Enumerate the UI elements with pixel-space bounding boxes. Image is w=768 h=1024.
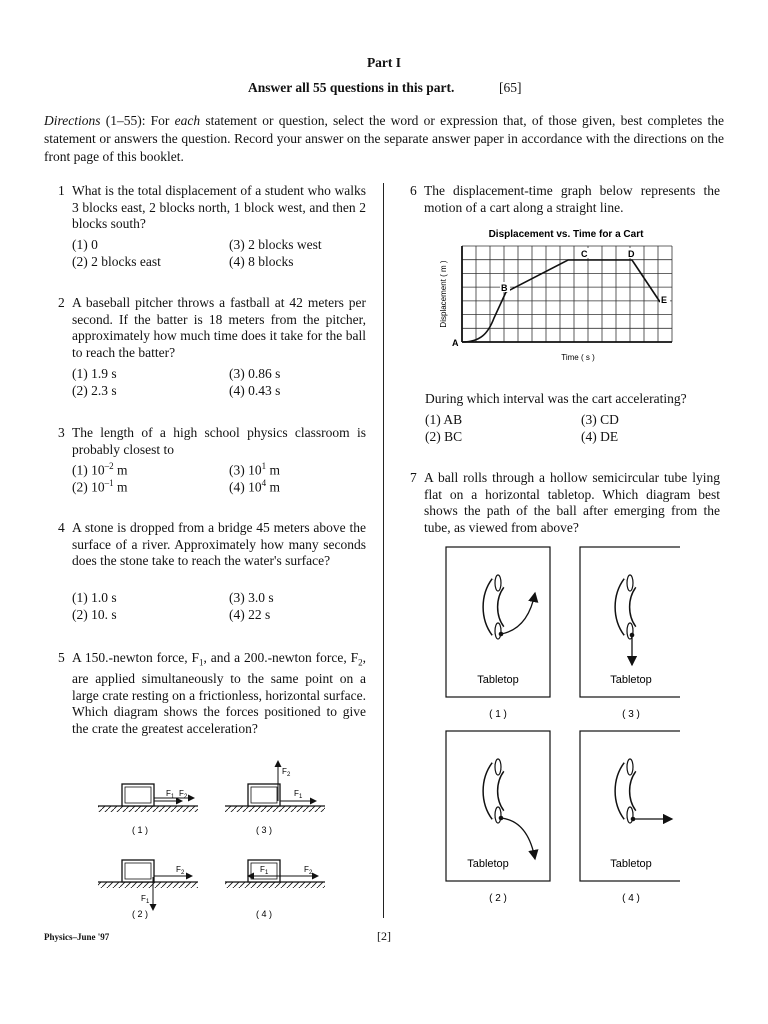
question-text: The length of a high school physics classroom is probably closest to (72, 425, 366, 457)
graph-xlabel: Time ( s ) (561, 353, 595, 362)
directions (44, 112, 724, 166)
q7-label-3: ( 3 ) (622, 709, 640, 720)
point-b: B (501, 283, 508, 293)
column-divider (383, 183, 384, 918)
question-text: What is the total displacement of a student who walks 3 blocks east, 2 blocks north, 1 block west, and then 2 blocks south? (72, 183, 366, 231)
q5-label-2: ( 2 ) (132, 909, 149, 919)
directions-text: statement or question, select the word or expression that, of those given, best completes the statement or answers the question. Record your answer on the separate answer paper in accordance with the directions on the front page of this booklet. (44, 113, 724, 164)
svg-text:2: 2 (184, 794, 188, 800)
svg-text:1: 1 (265, 870, 269, 876)
q6-question: During which interval was the cart accelerating? (425, 391, 687, 406)
page-number: [2] (377, 929, 391, 943)
q7-diagrams (440, 545, 680, 905)
q5-text-b: , and a 200.-newton force, F (203, 650, 359, 665)
graph-ylabel: Displacement ( m ) (439, 260, 448, 328)
option-base: (2) 10 (72, 479, 105, 495)
q7-diagram-3[interactable] (580, 547, 680, 720)
option-unit: m (266, 462, 281, 478)
directions-label: Directions (44, 113, 101, 128)
point-a: A (452, 338, 459, 348)
directions-each: each (174, 113, 201, 128)
footer-exam: Physics–June '97 (44, 932, 110, 942)
q5-sub-1: 1 (199, 657, 204, 668)
directions-range: (1–55): For (100, 113, 175, 128)
question-text: The displacement-time graph below represents the motion of a cart along a straight line. (424, 183, 720, 215)
question-5 (58, 650, 366, 737)
q4-option-2[interactable]: (2) 10. s (72, 607, 117, 622)
svg-text:F: F (166, 789, 171, 798)
q1-option-4[interactable]: (4) 8 blocks (229, 254, 294, 269)
point-c: C (581, 249, 588, 259)
q6-option-2[interactable]: (2) BC (425, 429, 463, 444)
svg-text:1: 1 (171, 794, 175, 800)
option-base: (3) 10 (229, 462, 262, 478)
question-3 (58, 425, 366, 458)
q1-option-1[interactable]: (1) 0 (72, 237, 98, 252)
q4-option-3[interactable]: (3) 3.0 s (229, 590, 274, 605)
q1-option-2[interactable]: (2) 2 blocks east (72, 254, 161, 269)
q4-option-1[interactable]: (1) 1.0 s (72, 590, 117, 605)
svg-text:F: F (294, 789, 299, 798)
option-base: (1) 10 (72, 462, 105, 478)
q7-diagram-2[interactable] (446, 731, 550, 904)
q3-option-4[interactable] (229, 478, 280, 496)
tabletop-label-1: Tabletop (477, 674, 519, 686)
q2-option-1[interactable]: (1) 1.9 s (72, 366, 117, 381)
q1-option-3[interactable]: (3) 2 blocks west (229, 237, 322, 252)
q2-option-2[interactable]: (2) 2.3 s (72, 383, 117, 398)
question-1 (58, 183, 366, 233)
q5-label-4: ( 4 ) (256, 909, 273, 919)
tabletop-label-2: Tabletop (467, 858, 509, 870)
q5-diagram-1[interactable] (98, 784, 198, 835)
question-number: 7 (410, 470, 417, 485)
q7-label-2: ( 2 ) (489, 893, 507, 904)
q7-label-4: ( 4 ) (622, 893, 640, 904)
graph-title: Displacement vs. Time for a Cart (488, 229, 644, 240)
option-exponent: –2 (104, 461, 114, 471)
svg-text:2: 2 (309, 870, 313, 876)
option-exponent: 4 (261, 478, 267, 488)
point-d: D (628, 249, 635, 259)
svg-text:F: F (179, 789, 184, 798)
option-exponent: 1 (261, 461, 267, 471)
question-number: 2 (58, 295, 65, 310)
q5-label-3: ( 3 ) (256, 825, 273, 835)
q7-diagram-4[interactable] (580, 731, 680, 904)
q5-text-a: A 150.-newton force, F (72, 650, 200, 665)
question-text: A ball rolls through a hollow semicircular tube lying flat on a horizontal tabletop. Which diagram best shows the path of the ball after emerging from the tube, as viewed from above? (424, 470, 720, 535)
q3-option-2[interactable] (72, 478, 128, 496)
question-number: 4 (58, 520, 65, 535)
svg-text:1: 1 (299, 794, 303, 800)
q5-label-1: ( 1 ) (132, 825, 149, 835)
svg-text:F: F (141, 894, 146, 903)
svg-text:F: F (176, 865, 181, 874)
question-number: 3 (58, 425, 65, 440)
question-4 (58, 520, 366, 570)
question-2 (58, 295, 366, 361)
svg-text:F: F (304, 865, 309, 874)
option-unit: m (266, 479, 281, 495)
q6-option-4[interactable]: (4) DE (581, 429, 619, 444)
part-title: Part I (366, 55, 402, 70)
q3-option-3[interactable] (229, 461, 280, 479)
question-text: A stone is dropped from a bridge 45 meters above the surface of a river. Approximately how many seconds does the stone take to reach the water's surface? (72, 520, 366, 568)
points-value: [65] (499, 80, 522, 95)
question-text: A baseball pitcher throws a fastball at 42 meters per second. If the batter is 18 meters from the pitcher, approximately how much time does it take for the ball to reach the batter? (72, 295, 366, 360)
q4-option-4[interactable]: (4) 22 s (229, 607, 271, 622)
svg-text:2: 2 (287, 772, 291, 778)
tabletop-label-3: Tabletop (610, 674, 652, 686)
question-number: 5 (58, 650, 65, 665)
q5-diagram-3[interactable] (225, 761, 325, 835)
question-text (72, 650, 366, 737)
option-unit: m (113, 462, 128, 478)
option-base: (4) 10 (229, 479, 262, 495)
q5-sub-2: 2 (358, 657, 363, 668)
question-7 (410, 470, 720, 536)
tabletop-label-4: Tabletop (610, 858, 652, 870)
q6-option-3[interactable]: (3) CD (581, 412, 619, 427)
q2-option-4[interactable]: (4) 0.43 s (229, 383, 281, 398)
q5-diagram-4[interactable] (225, 860, 325, 919)
question-number: 6 (410, 183, 417, 198)
q6-option-1[interactable]: (1) AB (425, 412, 463, 427)
option-unit: m (113, 479, 128, 495)
q5-text-c: , are applied simultaneously to the same point on a large crate resting on a frictionless, horizontal surface. Which diagram shows the forces positioned to give the crate the greatest acceleration? (72, 650, 366, 736)
point-e: E (661, 295, 668, 305)
svg-text:2: 2 (181, 870, 185, 876)
q5-diagram-2[interactable] (98, 860, 198, 919)
option-exponent: –1 (104, 478, 114, 488)
q7-label-1: ( 1 ) (489, 709, 507, 720)
answer-instruction: Answer all 55 questions in this part. (248, 80, 455, 95)
q2-option-3[interactable]: (3) 0.86 s (229, 366, 281, 381)
question-6 (410, 183, 720, 216)
displacement-time-graph (428, 222, 698, 368)
question-number: 1 (58, 183, 65, 198)
q7-diagram-1[interactable] (446, 547, 550, 720)
svg-text:F: F (282, 767, 287, 776)
svg-text:1: 1 (146, 899, 150, 905)
q3-option-1[interactable] (72, 461, 128, 479)
q5-force-diagrams (90, 755, 380, 925)
svg-text:F: F (260, 865, 265, 874)
